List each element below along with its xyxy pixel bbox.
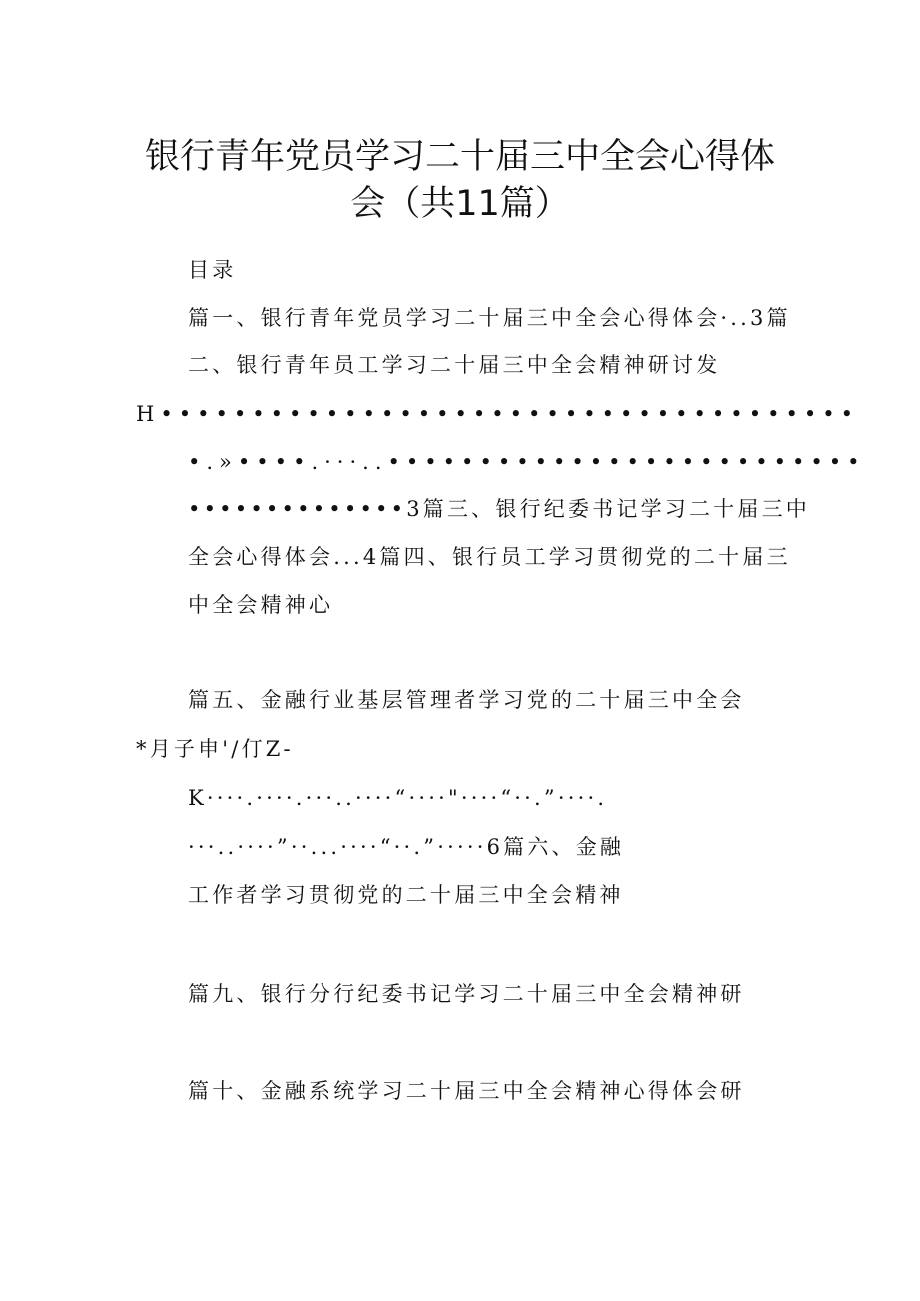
toc-line-11: ···..····”··...····“··.”·····6篇六、金融 (188, 835, 625, 859)
toc-line-4: •.»••••.···..•••••••••••••••••••••••••• (188, 450, 866, 474)
toc-heading: 目录 (188, 258, 237, 282)
toc-line-9: *月子申'/仃Z- (136, 737, 294, 761)
document-title-line-2: 会（共11篇） (350, 184, 570, 224)
toc-line-1: 篇一、银行青年党员学习二十届三中全会心得体会·..3篇 (188, 306, 791, 330)
toc-line-7: 中全会精神心 (188, 593, 334, 617)
toc-line-14: 篇十、金融系统学习二十届三中全会精神心得体会研 (188, 1079, 745, 1103)
toc-line-8: 篇五、金融行业基层管理者学习党的二十届三中全会 (188, 688, 745, 712)
toc-line-2: 二、银行青年员工学习二十届三中全会精神研讨发 (188, 353, 721, 377)
document-title-line-1: 银行青年党员学习二十届三中全会心得体 (144, 137, 775, 177)
toc-line-6: 全会心得体会...4篇四、银行员工学习贯彻党的二十届三 (188, 545, 791, 569)
toc-line-13: 篇九、银行分行纪委书记学习二十届三中全会精神研 (188, 982, 745, 1006)
toc-line-3: H•••••••••••••••••••••••••••••••••••••• (136, 402, 860, 426)
toc-line-10: K····.····.···..····“····"····“··.”····. (188, 786, 608, 810)
toc-line-5: ••••••••••••••3篇三、银行纪委书记学习二十届三中 (188, 497, 810, 521)
toc-line-12: 工作者学习贯彻党的二十届三中全会精神 (188, 883, 624, 907)
